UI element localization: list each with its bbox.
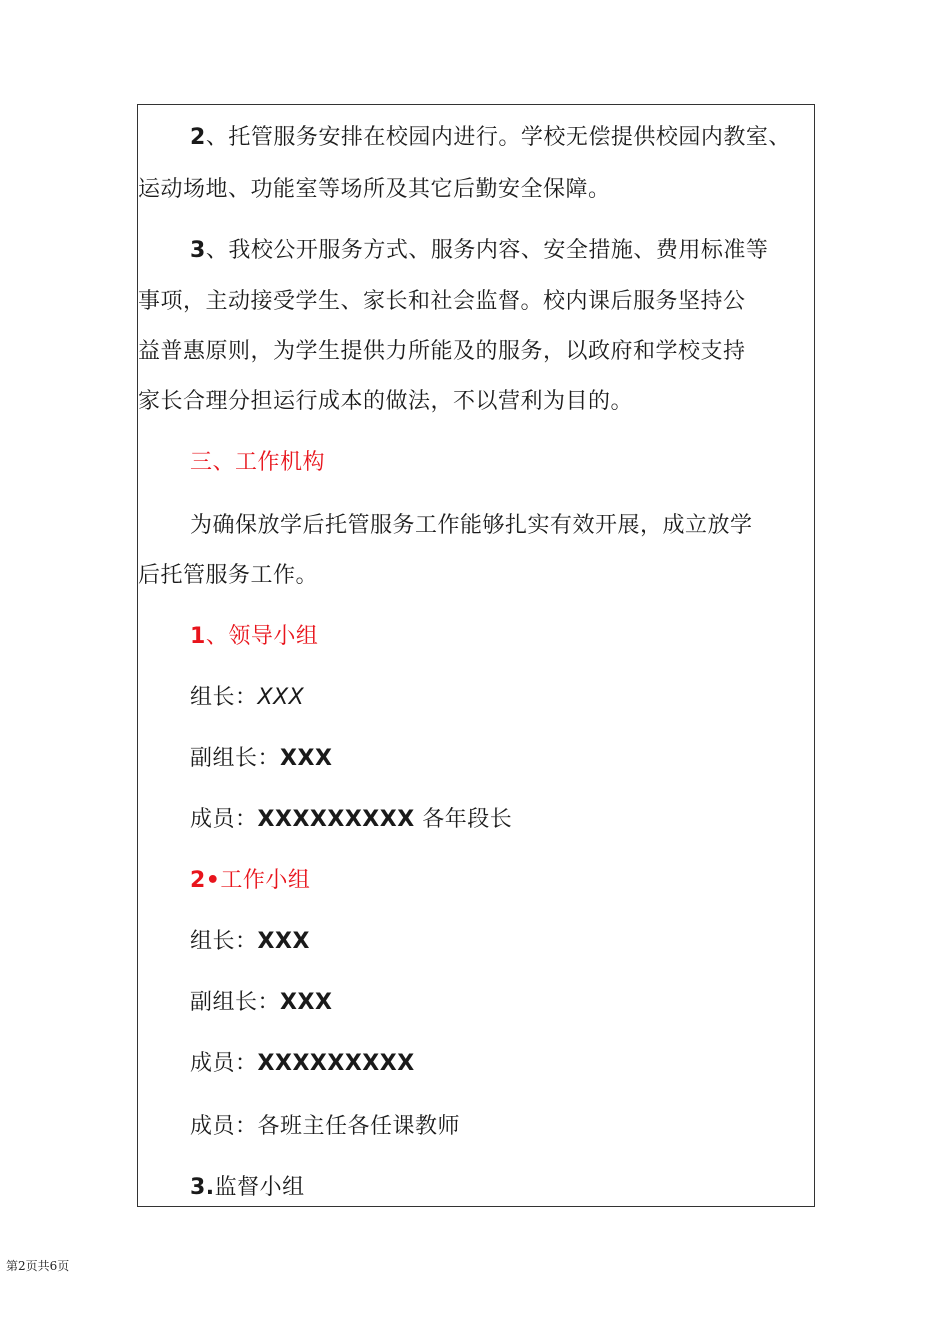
item-number: 2 [190,125,206,150]
member-name: XXX [257,685,305,710]
line-text: 、我校公开服务方式、服务内容、安全措施、费用标准等 [205,238,769,263]
role-label: 副组长： [190,746,281,771]
line-text: 事项，主动接受学生、家长和社会监督。校内课后服务坚持公 [138,289,746,314]
line-text: 成员：各班主任各任课教师 [190,1114,461,1139]
role-label: 组长： [190,929,258,954]
subsection-heading [138,866,814,896]
subsection-heading [138,1173,814,1203]
member-line [138,744,814,774]
item-number: 1 [190,624,206,649]
paragraph-line [138,175,814,205]
member-line [138,1049,814,1079]
section-heading [138,448,814,478]
page-number-footer: 第2页共6页 [6,1259,70,1273]
member-line [138,683,814,713]
member-name: XXXXXXXXX [257,1051,415,1076]
member-name: XXX [257,929,310,954]
document-frame [137,104,815,1207]
paragraph-line [138,387,814,417]
member-line [138,1112,814,1142]
paragraph-line [138,337,814,367]
member-name: XXX [280,746,333,771]
paragraph-line [138,236,814,266]
line-text: 后托管服务工作。 [138,563,319,588]
heading-text: 工作小组 [220,868,311,893]
role-label: 成员： [190,1051,258,1076]
item-number: 3. [190,1175,215,1200]
paragraph-line [138,561,814,591]
line-text: 、托管服务安排在校园内进行。学校无偿提供校园内教室、 [205,125,791,150]
item-number: 2• [190,868,221,893]
line-text: 益普惠原则，为学生提供力所能及的服务，以政府和学校支持 [138,339,746,364]
role-label: 组长： [190,685,258,710]
member-line [138,988,814,1018]
member-line [138,927,814,957]
member-suffix: 各年段长 [422,807,513,832]
line-text: 运动场地、功能室等场所及其它后勤安全保障。 [138,177,611,202]
member-name: XXX [280,990,333,1015]
line-text: 家长合理分担运行成本的做法，不以营利为目的。 [138,389,634,414]
paragraph-line [138,287,814,317]
heading-text: 三、工作机构 [190,450,326,475]
paragraph-line [138,511,814,541]
role-label: 副组长： [190,990,281,1015]
paragraph-line [138,123,814,153]
subsection-heading [138,622,814,652]
member-line [138,805,814,835]
member-name: XXXXXXXXX [257,807,415,832]
item-number: 3 [190,238,206,263]
role-label: 成员： [190,807,258,832]
heading-text: 、领导小组 [205,624,319,649]
line-text: 为确保放学后托管服务工作能够扎实有效开展，成立放学 [190,513,753,538]
heading-text: 监督小组 [214,1175,305,1200]
